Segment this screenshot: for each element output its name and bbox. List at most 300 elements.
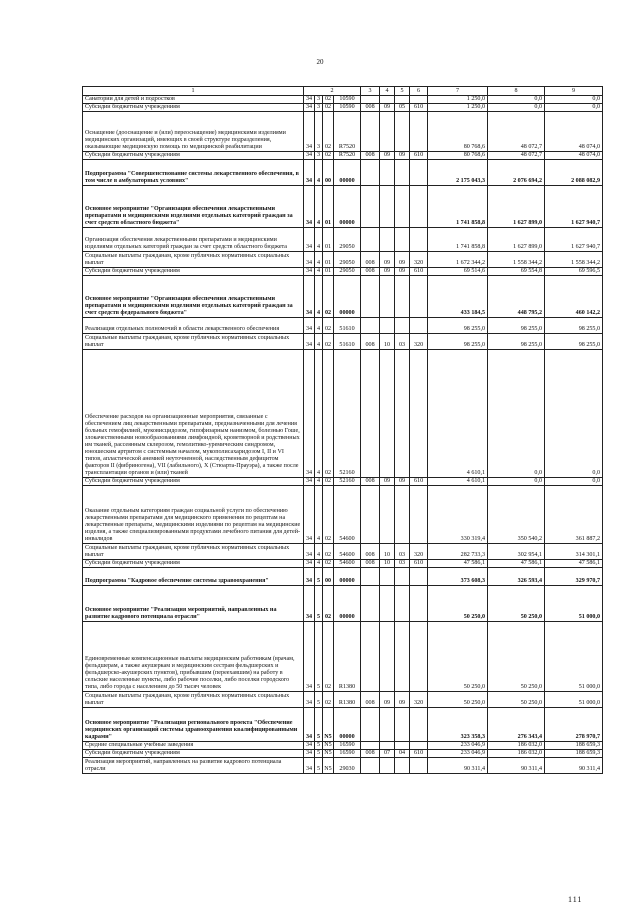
row-cell: 3 [315,96,323,104]
row-cell [410,350,428,478]
row-cell: 0,0 [488,104,545,112]
row-cell: 51610 [334,318,361,334]
row-cell: 34 [304,276,315,318]
row-cell [395,186,410,228]
row-cell: 47 586,1 [545,560,603,568]
row-cell: 02 [323,350,334,478]
row-cell [410,96,428,104]
row-cell: 330 319,4 [428,486,488,544]
row-cell [410,742,428,750]
row-cell: 4 [315,560,323,568]
row-cell: 02 [323,152,334,160]
table-row [83,586,603,622]
table-header-row [83,87,603,96]
row-name-cell: Основное мероприятие "Организация обеспечения лекарственными препаратами и медицинскими изделиями отдельных категорий граждан за счет средств федерального бюджета" [83,276,304,318]
row-cell [410,486,428,544]
row-cell: 34 [304,742,315,750]
row-cell: 34 [304,478,315,486]
row-cell: 0,0 [488,350,545,478]
row-cell: 4 [315,350,323,478]
row-cell [380,96,395,104]
row-cell: 34 [304,152,315,160]
row-cell: 48 072,7 [488,112,545,152]
row-cell: 10590 [334,96,361,104]
table-row [83,152,603,160]
row-cell [361,568,380,586]
row-cell: 0,0 [545,104,603,112]
table-row [83,750,603,758]
table-row [83,758,603,774]
row-cell: 16590 [334,750,361,758]
row-cell: 4 [315,318,323,334]
row-cell: 04 [395,750,410,758]
row-cell [361,276,380,318]
row-cell: 34 [304,160,315,186]
table-row [83,104,603,112]
row-cell: N5 [324,750,332,756]
row-cell: R1380 [334,622,361,692]
row-cell: 008 [361,544,380,560]
row-cell [395,486,410,544]
row-cell: 90 311,4 [428,758,488,774]
row-cell: 34 [304,692,315,708]
table-row [83,742,603,750]
row-cell: 09 [395,268,410,276]
table-row [83,708,603,742]
row-cell [395,228,410,252]
table-row [83,186,603,228]
row-cell [410,112,428,152]
row-cell: 008 [361,252,380,268]
row-cell: 47 586,1 [488,560,545,568]
header-cell: 7 [428,87,488,96]
row-cell [395,112,410,152]
row-cell [410,708,428,742]
row-cell: 0,0 [488,478,545,486]
row-cell: 51610 [334,334,361,350]
row-cell: 02 [323,544,334,560]
row-cell: 350 540,2 [488,486,545,544]
row-cell: 0,0 [545,96,603,104]
row-cell: 5 [315,750,323,758]
row-cell: 373 608,3 [428,568,488,586]
row-cell: 008 [361,152,380,160]
row-cell [361,708,380,742]
row-cell: 09 [380,152,395,160]
row-cell: 29050 [334,268,361,276]
row-name-cell: Реализация мероприятий, направленных на развитие кадрового потенциала отрасли [83,758,304,774]
row-cell [361,622,380,692]
row-cell: 34 [304,622,315,692]
row-cell: 09 [380,692,395,708]
row-cell: 008 [361,104,380,112]
row-cell: 51 000,0 [545,692,603,708]
row-cell: 47 586,1 [428,560,488,568]
row-cell: 1 558 344,2 [488,252,545,268]
row-cell: 50 250,0 [488,586,545,622]
row-cell: 51 000,0 [545,622,603,692]
row-cell: 90 311,4 [488,758,545,774]
row-cell: 314 301,1 [545,544,603,560]
row-cell [410,186,428,228]
row-cell [380,276,395,318]
header-cell: 5 [395,87,410,96]
table-row [83,276,603,318]
row-cell: 02 [323,586,334,622]
row-cell: 02 [323,692,334,708]
row-cell: 610 [410,268,428,276]
row-cell [361,318,380,334]
row-name-cell: Подпрограмма "Кадровое обеспечение системы здравоохранения" [83,568,304,586]
row-name-cell: Социальные выплаты гражданам, кроме публичных нормативных социальных выплат [83,252,304,268]
row-cell: 51 000,0 [545,586,603,622]
row-cell: 3 [315,112,323,152]
row-cell: 4 [315,276,323,318]
row-cell: 34 [304,96,315,104]
row-cell: 09 [380,104,395,112]
row-cell: 1 250,0 [428,104,488,112]
row-cell [380,742,395,750]
row-cell: 1 741 858,8 [428,228,488,252]
row-cell [380,708,395,742]
row-cell: 186 032,0 [488,742,545,750]
row-cell: 188 659,3 [545,750,603,758]
row-cell: 54600 [334,560,361,568]
row-cell: 008 [361,750,380,758]
row-cell: 98 255,0 [488,318,545,334]
row-cell: 329 970,7 [545,568,603,586]
table-row [83,350,603,478]
row-cell: 34 [304,252,315,268]
row-name-cell: Субсидии бюджетным учреждениям [83,560,304,568]
row-cell: 34 [304,486,315,544]
row-cell [395,742,410,750]
header-cell: 2 [304,87,361,96]
row-cell: 320 [410,692,428,708]
row-cell: 5 [315,622,323,692]
header-cell: 9 [545,87,603,96]
row-cell: 361 887,2 [545,486,603,544]
row-cell [410,586,428,622]
row-cell: 320 [410,252,428,268]
row-cell: 34 [304,112,315,152]
row-cell: 278 970,7 [545,708,603,742]
row-cell: 3 [315,152,323,160]
table-row [83,544,603,560]
row-cell: 3 [315,104,323,112]
row-cell: 02 [323,622,334,692]
row-cell: 00000 [334,186,361,228]
table-row [83,268,603,276]
row-cell: 233 046,9 [428,742,488,750]
table-row [83,478,603,486]
row-cell: 98 255,0 [545,334,603,350]
table-row [83,318,603,334]
row-cell: 54600 [334,486,361,544]
row-cell: N5 [323,708,334,742]
row-cell: 34 [304,104,315,112]
row-cell: 00000 [334,276,361,318]
row-cell: 48 074,0 [545,152,603,160]
row-name-cell: Субсидии бюджетным учреждениям [83,104,304,112]
row-name-cell: Оказание отдельным категориям граждан социальной услуги по обеспечению лекарственными препаратами для медицинского применения по рецептам на лекарственные препараты, медицинскими изделиями по рецептам на медицинские изделия, а также специализированными продуктами лечебного питания для детей-инвалидов [83,486,304,544]
row-cell: R7520 [334,112,361,152]
row-cell: 29030 [334,758,361,774]
row-cell: 05 [395,104,410,112]
row-cell [361,758,380,774]
row-cell [410,276,428,318]
row-name-cell: Оснащение (дооснащение и (или) переоснащение) медицинскими изделиями медицинских организаций, имеющих в своей структуре подразделения, оказывающие медицинскую помощь по медицинской реабилитации [83,112,304,152]
row-cell: 09 [395,252,410,268]
header-cell: 1 [83,87,304,96]
row-cell: 98 255,0 [428,318,488,334]
row-cell: N5 [323,758,334,774]
row-cell: 5 [315,742,323,750]
row-cell: 4 [315,544,323,560]
table-row [83,252,603,268]
row-name-cell: Средние специальные учебные заведения [83,742,304,750]
table-row [83,334,603,350]
row-cell: 610 [410,478,428,486]
row-cell: 34 [304,586,315,622]
row-cell: 4 [315,252,323,268]
row-cell: 4 [315,478,323,486]
row-cell: 48 074,0 [545,112,603,152]
row-cell [380,622,395,692]
row-cell: 98 255,0 [488,334,545,350]
row-cell [361,160,380,186]
row-name-cell: Организация обеспечения лекарственными препаратами и медицинскими изделиями отдельных категорий граждан за счет средств областного бюджета [83,228,304,252]
row-cell: 54600 [334,544,361,560]
row-cell: 98 255,0 [545,318,603,334]
row-cell [380,568,395,586]
row-cell: 610 [410,104,428,112]
table-row [83,112,603,152]
row-cell: 50 250,0 [488,692,545,708]
row-cell: 10 [380,334,395,350]
row-cell: 50 250,0 [428,586,488,622]
row-cell: 4 [315,186,323,228]
row-cell: 5 [315,568,323,586]
row-cell: 302 954,1 [488,544,545,560]
table-row [83,486,603,544]
row-cell: 008 [361,334,380,350]
row-cell: 326 593,4 [488,568,545,586]
row-cell: 188 659,3 [545,742,603,750]
row-cell [410,228,428,252]
row-cell: 02 [323,560,334,568]
row-cell [361,586,380,622]
row-cell: 01 [323,268,334,276]
row-name-cell: Основное мероприятие "Реализация мероприятий, направленных на развитие кадрового потенциала отрасли" [83,586,304,622]
row-cell: 5 [315,708,323,742]
row-cell [380,586,395,622]
row-cell: 1 627 940,7 [545,186,603,228]
row-cell: 2 076 694,2 [488,160,545,186]
row-cell: 09 [380,478,395,486]
row-cell [395,276,410,318]
corner-mark: 111 [568,895,583,904]
row-cell: 008 [361,560,380,568]
row-cell: 282 733,3 [428,544,488,560]
row-name-cell: Социальные выплаты гражданам, кроме публичных нормативных социальных выплат [83,544,304,560]
row-cell: 34 [304,228,315,252]
row-name-cell: Субсидии бюджетным учреждениям [83,750,304,758]
row-cell [395,622,410,692]
row-cell: 008 [361,478,380,486]
row-cell: N5 [324,742,332,748]
row-cell: 50 250,0 [488,622,545,692]
table-row [83,96,603,104]
row-cell: 34 [304,350,315,478]
table-row [83,622,603,692]
row-name-cell: Основное мероприятие "Реализация регионального проекта "Обеспечение медицинских организаций системы здравоохранения квалифицированными кадрами" [83,708,304,742]
row-cell: 34 [304,334,315,350]
row-cell: 34 [304,268,315,276]
row-cell: 02 [323,318,334,334]
row-cell: 00000 [334,586,361,622]
row-cell: 1 627 940,7 [545,228,603,252]
row-name-cell: Субсидии бюджетным учреждениям [83,152,304,160]
row-cell: 48 072,7 [488,152,545,160]
row-name-cell: Субсидии бюджетным учреждениям [83,268,304,276]
row-cell: 01 [323,228,334,252]
header-cell: 8 [488,87,545,96]
row-cell: 34 [304,186,315,228]
row-cell [395,96,410,104]
row-cell: 29050 [334,228,361,252]
row-cell: 00000 [334,568,361,586]
row-cell: 02 [323,334,334,350]
row-name-cell: Реализация отдельных полномочий в области лекарственного обеспечения [83,318,304,334]
row-name-cell: Субсидии бюджетным учреждениям [83,478,304,486]
table-row [83,568,603,586]
header-cell: 6 [410,87,428,96]
row-cell [395,758,410,774]
row-cell: 4 [315,334,323,350]
row-cell: 276 343,4 [488,708,545,742]
header-cell: 4 [380,87,395,96]
row-cell: 1 627 899,0 [488,228,545,252]
row-cell: 00 [323,568,334,586]
row-cell: 02 [323,276,334,318]
row-cell [380,486,395,544]
row-cell: 34 [304,544,315,560]
row-cell: 03 [395,334,410,350]
row-cell: 09 [395,152,410,160]
row-cell [380,228,395,252]
row-cell: 80 768,6 [428,152,488,160]
row-cell: 00000 [334,708,361,742]
row-cell: 0,0 [545,350,603,478]
row-cell [361,228,380,252]
row-cell: 323 358,3 [428,708,488,742]
budget-table [82,86,603,774]
row-cell: 52160 [334,350,361,478]
row-cell: 50 250,0 [428,622,488,692]
row-cell: 34 [304,758,315,774]
row-cell: 448 795,2 [488,276,545,318]
row-cell: 02 [323,104,334,112]
row-cell [395,586,410,622]
row-cell: 07 [380,750,395,758]
row-cell: 02 [323,112,334,152]
row-cell: 2 088 082,9 [545,160,603,186]
row-cell [361,742,380,750]
row-cell: 50 250,0 [428,692,488,708]
row-cell: 433 184,5 [428,276,488,318]
row-cell: 80 768,6 [428,112,488,152]
row-cell: 02 [323,96,334,104]
row-name-cell: Подпрограмма "Совершенствование системы лекарственного обеспечения, в том числе в амбулаторных условиях" [83,160,304,186]
row-cell: 4 [315,228,323,252]
row-cell [361,96,380,104]
row-cell: 2 175 043,3 [428,160,488,186]
row-cell: 09 [395,478,410,486]
row-cell: 4 [315,486,323,544]
row-name-cell: Социальные выплаты гражданам, кроме публичных нормативных социальных выплат [83,334,304,350]
row-cell: 09 [380,252,395,268]
row-cell: 02 [323,486,334,544]
row-cell [361,186,380,228]
row-cell: 186 032,0 [488,750,545,758]
table-row [83,560,603,568]
row-cell: 1 558 344,2 [545,252,603,268]
row-cell [410,622,428,692]
row-cell [380,318,395,334]
row-cell: 4 610,1 [428,350,488,478]
table-row [83,692,603,708]
row-cell: 5 [315,692,323,708]
row-name-cell: Единовременные компенсационные выплаты медицинским работникам (врачам, фельдшерам, а также акушеркам и медицинским сестрам фельдшерских и фельдшерско-акушерских пунктов), прибывшим (переехавшим) на работу в сельские населенные пункты, либо рабочие поселки, либо поселки городского типа, либо города с населением до 50 тысяч человек [83,622,304,692]
row-cell [361,486,380,544]
row-cell: 52160 [334,478,361,486]
row-cell [361,350,380,478]
row-cell: R7520 [334,152,361,160]
table-row [83,160,603,186]
row-cell: 0,0 [488,96,545,104]
row-cell: 10 [380,560,395,568]
table-row [83,228,603,252]
row-cell: 10 [380,544,395,560]
row-cell: 09 [395,692,410,708]
row-cell: 1 627 899,0 [488,186,545,228]
row-cell [410,568,428,586]
row-cell: 03 [395,544,410,560]
row-cell: 4 [315,268,323,276]
row-cell: 1 672 344,2 [428,252,488,268]
row-cell: 00 [323,160,334,186]
row-cell [380,758,395,774]
row-cell: 610 [410,750,428,758]
row-cell [380,186,395,228]
row-cell: 34 [304,750,315,758]
row-name-cell: Обеспечение расходов на организационные мероприятия, связанные с обеспечением лиц лекарственными препаратами, предназначенными для лечения больных гемофилией, муковисцидозом, гипофизарным нанизмом, болезнью Гоше, злокачественными новообразованиями лимфоидной, кроветворной и родственных им тканей, рассеянным склерозом, гемолитико-уремическим синдромом, юношеским артритом с системным началом, мукополисахаридозом I, II и VI типов, апластической анемией неуточненной, наследственным дефицитом факторов II (фибриногена), VII (лабильного), X (Стюарта-Прауэра), а также после трансплантации органов и (или) тканей [83,350,304,478]
row-cell: R1380 [334,692,361,708]
header-cell: 3 [361,87,380,96]
row-cell: 5 [315,586,323,622]
row-cell: 69 596,5 [545,268,603,276]
row-name-cell: Социальные выплаты гражданам, кроме публичных нормативных социальных выплат [83,692,304,708]
row-cell [380,160,395,186]
row-cell: 03 [395,560,410,568]
row-cell: 233 046,9 [428,750,488,758]
row-cell: 4 610,1 [428,478,488,486]
row-cell: 460 142,2 [545,276,603,318]
row-cell: 320 [410,334,428,350]
row-cell: 90 311,4 [545,758,603,774]
row-cell: 16590 [334,742,361,750]
